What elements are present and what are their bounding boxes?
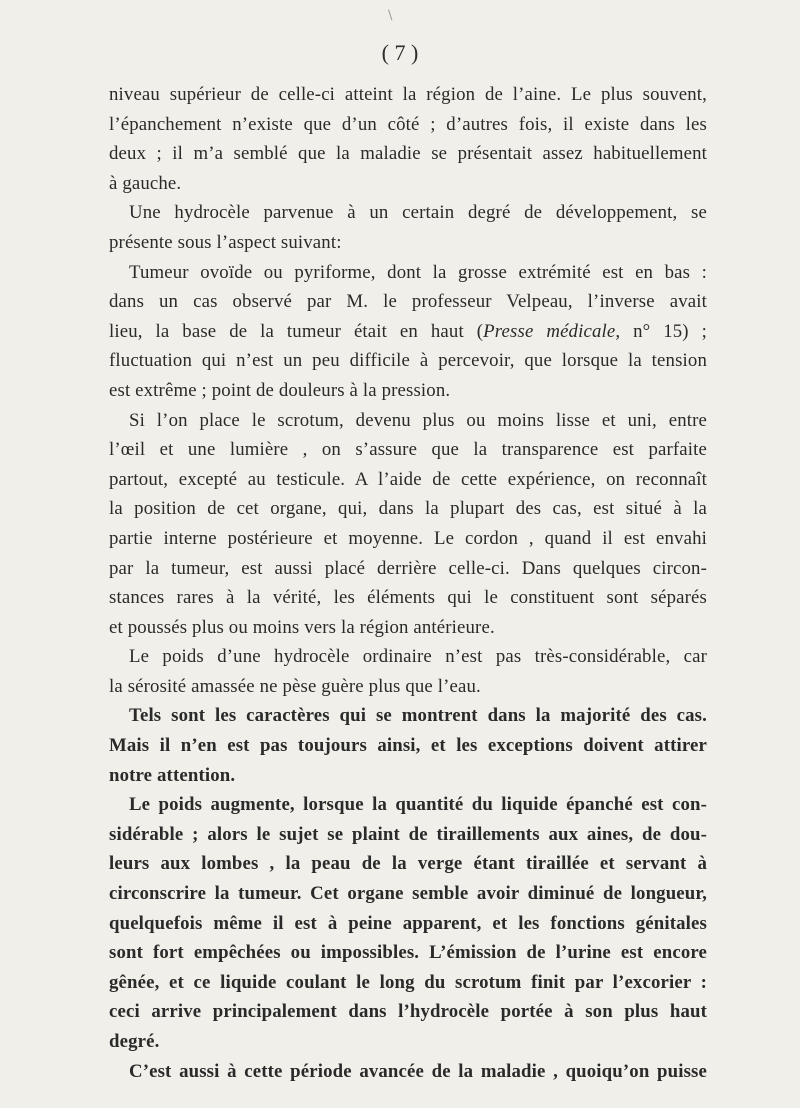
text-line: Le poids d’une hydrocèle ordinaire n’est pas très-considérable, car: [129, 646, 707, 668]
text-line: l’épanchement n’existe que d’un côté ; d’autres fois, il existe dans les: [109, 113, 707, 135]
text-line: et poussés plus ou moins vers la région antérieure.: [109, 616, 495, 638]
citation-italic: Presse médicale,: [483, 320, 621, 342]
text-line: est extrême ; point de douleurs à la pression.: [109, 379, 451, 401]
text-segment: lieu, la base de la tumeur était en haut (: [109, 320, 484, 342]
text-line: Tumeur ovoïde ou pyriforme, dont la grosse extrémité est en bas :: [129, 261, 707, 283]
text-line: Tels sont les caractères qui se montrent dans la majorité des cas.: [129, 705, 707, 727]
text-line: notre attention.: [109, 764, 236, 786]
text-line: la position de cet organe, qui, dans la plupart des cas, est situé à la: [109, 498, 707, 520]
text-segment: n° 15) ;: [620, 320, 708, 342]
text-line: [109, 317, 707, 347]
text-line: gênée, et ce liquide coulant le long du scrotum finit par l’excorier :: [109, 971, 707, 993]
text-line: dans un cas observé par M. le professeur Velpeau, l’inverse avait: [109, 291, 707, 313]
text-line: circonscrire la tumeur. Cet organe semble avoir diminué de longueur,: [109, 883, 707, 905]
text-line: leurs aux lombes , la peau de la verge étant tiraillée et servant à: [109, 853, 707, 875]
text-line: niveau supérieur de celle-ci atteint la région de l’aine. Le plus souvent,: [109, 84, 707, 105]
text-line: à gauche.: [109, 172, 182, 194]
text-line: quelquefois même il est à peine apparent, et les fonctions génitales: [109, 912, 707, 934]
text-line: degré.: [109, 1031, 160, 1052]
text-line: présente sous l’aspect suivant:: [109, 231, 342, 253]
text-line: stances rares à la vérité, les éléments qui le constituent sont séparés: [109, 587, 707, 609]
text-line: par la tumeur, est aussi placé derrière celle-ci. Dans quelques circon-: [109, 557, 707, 579]
margin-tick-mark: \: [388, 8, 393, 23]
text-line: deux ; il m’a semblé que la maladie se présentait assez habituellement: [109, 143, 707, 165]
text-line: fluctuation qui n’est un peu difficile à percevoir, que lorsque la tension: [109, 350, 707, 372]
text-line: sont fort empêchées ou impossibles. L’émission de l’urine est encore: [109, 942, 707, 964]
text-line: C’est aussi à cette période avancée de la maladie , quoiqu’on puisse: [129, 1060, 707, 1082]
page-number: ( 7 ): [381, 40, 419, 65]
text-line: partie interne postérieure et moyenne. Le cordon , quand il est envahi: [109, 527, 707, 549]
text-line: l’œil et une lumière , on s’assure que la transparence est parfaite: [109, 439, 707, 461]
text-line: ceci arrive principalement dans l’hydrocèle portée à son plus haut: [109, 1001, 707, 1023]
text-line: Si l’on place le scrotum, devenu plus ou moins lisse et uni, entre: [129, 409, 707, 431]
text-line: Une hydrocèle parvenue à un certain degré de développement, se: [129, 202, 707, 224]
text-line: partout, excepté au testicule. A l’aide de cette expérience, on reconnaît: [109, 468, 707, 490]
text-line: Le poids augmente, lorsque la quantité du liquide épanché est con-: [129, 794, 707, 816]
text-line: sidérable ; alors le sujet se plaint de tiraillements aux aines, de dou-: [109, 823, 707, 845]
text-line: Mais il n’en est pas toujours ainsi, et les exceptions doivent attirer: [109, 735, 707, 757]
body-text: [109, 80, 707, 1086]
text-line: la sérosité amassée ne pèse guère plus que l’eau.: [109, 675, 481, 697]
